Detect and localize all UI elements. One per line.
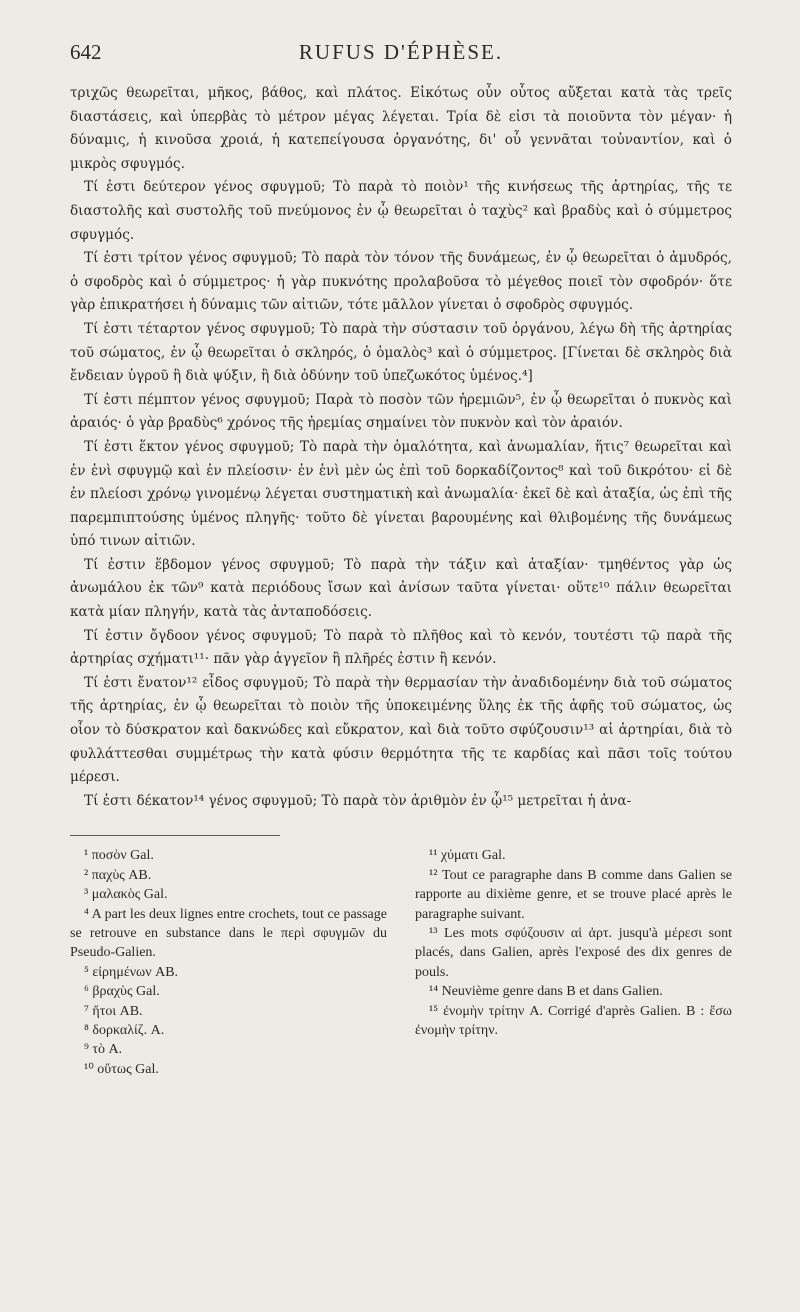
footnotes: [70, 846, 732, 1079]
footnote: ² παχὺς AB.: [84, 867, 152, 883]
footnotes-left-column: [70, 846, 401, 1079]
footnote: ⁷ ἤτοι AB.: [84, 1003, 143, 1019]
page-header: [70, 40, 732, 76]
footnote: ⁹ τὸ A.: [84, 1042, 123, 1058]
footnote: ⁶ βραχὺς Gal.: [84, 984, 160, 1000]
footnotes-right-column: [401, 846, 732, 1079]
paragraph: τριχῶς θεωρεῖται, μῆκος, βάθος, καὶ πλάτος. Εἰκότως οὖν οὗτος αὔξεται κατὰ τὰς τρεῖς διαστάσεις, καὶ ὑπερβὰς τὸ μέτρον μέγας λέγεται. Τρία δὲ εἰσι τὰ ποιοῦντα τὸν μέγαν· ἡ δύναμις, ἡ κινοῦσα χροιά, ἡ κατεπείγουσα ὀργανότης, δι' οὗ γεννᾶται τοὐναντίον, καὶ ὁ μικρὸς σφυγμός.: [70, 85, 732, 172]
paragraph: Τί ἐστι τέταρτον γένος σφυγμοῦ; Τὸ παρὰ τὴν σύστασιν τοῦ ὀργάνου, λέγω δὴ τῆς ἀρτηρίας τοῦ σώματος, ἐν ᾧ θεωρεῖται ὁ σκληρός, ὁ ὁμαλὸς³ καὶ ὁ σύμμετρος. [Γίνεται δὲ σκληρὸς διὰ ἔνδειαν ὑγροῦ ἢ διὰ ψύξιν, ἢ διὰ ὀδύνην τοῦ ὑπεζωκότος ὑμένος.⁴]: [70, 320, 732, 385]
paragraph: Τί ἐστι ἔνατον¹² εἶδος σφυγμοῦ; Τὸ παρὰ τὴν θερμασίαν τὴν ἀναδιδομένην διὰ τοῦ σώματος τῆς ἀρτηρίας, ἐν ᾧ θεωρεῖται τὸ ποιὸν τῆς ὑποκειμένης ὕλης ἐκ τῆς ἀφῆς τοῦ σώματος, ὡς οἷον τὸ δύσκρατον καὶ δακνώδες καὶ εὔκρατον, καὶ διὰ τοῦτο σφύζουσιν¹³ αἱ ἀρτηρίαι, διὰ τὸ φυλλάττεσθαι συμμέτρως τὴν κατὰ φύσιν θερμότητα τῆς τε καρδίας καὶ πᾶσι τοῖς τούτου μέρεσι.: [70, 674, 732, 786]
page-number: 642: [70, 40, 102, 64]
footnote: ¹⁰ οὕτως Gal.: [84, 1061, 159, 1077]
paragraph: Τί ἐστι τρίτον γένος σφυγμοῦ; Τὸ παρὰ τὸν τόνον τῆς δυνάμεως, ἐν ᾧ θεωρεῖται ὁ ἀμυδρός, ὁ σφοδρὸς καὶ ὁ σύμμετρος· ἡ γὰρ πυκνότης προλαβοῦσα τὸ μέγεθος ποιεῖ τὸν σφοδρόν· ὅτε γὰρ ἐπικρατήσει ἡ δύναμις τῶν αἰτιῶν, τότε μᾶλλον γίνεται ὁ σφοδρὸς σφυγμός.: [70, 250, 732, 314]
paragraph: Τί ἐστιν ἕβδομον γένος σφυγμοῦ; Τὸ παρὰ τὴν τάξιν καὶ ἀταξίαν· τμηθέντος γὰρ ὡς ἀνωμάλου ἐκ τῶν⁹ κατὰ περιόδους ἴσων καὶ ἀνίσων ταῦτα γίνεται· οὕτε¹⁰ πάλιν θεωρεῖται κατὰ μίαν πληγήν, κατὰ τὰς ἀνταποδόσεις.: [70, 556, 732, 621]
paragraph: Τί ἐστιν ὄγδοον γένος σφυγμοῦ; Τὸ παρὰ τὸ πλῆθος καὶ τὸ κενόν, τουτέστι τῷ παρὰ τῆς ἀρτηρίας σχήματι¹¹· πᾶν γὰρ ἀγγεῖον ἢ πλῆρές ἐστιν ἢ κενόν.: [70, 627, 732, 668]
footnote: ¹ ποσὸν Gal.: [84, 848, 154, 864]
footnote: ³ μαλακὸς Gal.: [84, 887, 168, 903]
paragraph: Τί ἐστι ἕκτον γένος σφυγμοῦ; Τὸ παρὰ τὴν ὁμαλότητα, καὶ ἀνωμαλίαν, ἥτις⁷ θεωρεῖται καὶ ἐν ἑνὶ σφυγμῷ καὶ ἐν πλείοσιν· ἐν ἑνὶ μὲν ὡς ἐπὶ τοῦ δορκαδίζοντος⁸ καὶ τοῦ δικρότου· εἰ δὲ ἐν πλείοσι χρόνῳ γινομένῳ λέγεται συστηματικὴ καὶ ἀνωμαλία· ἐκεῖ δὲ καὶ ἀταξία, ὡς ἐπὶ τῆς παρεμπιπτούσης ὑμένος πληγῆς· τοῦτο δὲ γίνεται βαρουμένης καὶ θλιβομένης τῆς δυνάμεως ὑπό τινων αἰτιῶν.: [70, 438, 732, 550]
paragraph: Τί ἐστι δεύτερον γένος σφυγμοῦ; Τὸ παρὰ τὸ ποιὸν¹ τῆς κινήσεως τῆς ἀρτηρίας, τῆς τε διαστολῆς καὶ συστολῆς τοῦ πνεύμονος ἐν ᾧ θεωρεῖται ὁ ταχὺς² καὶ βραδὺς καὶ ὁ σύμμετρος σφυγμός.: [70, 179, 732, 243]
footnote: ¹¹ χύματι Gal.: [429, 848, 506, 864]
footnote: ⁴ A part les deux lignes entre crochets, tout ce passage se retrouve en substance dans le περὶ σφυγμῶν du Pseudo-Galien.: [70, 906, 387, 961]
footnote-separator: [70, 835, 280, 836]
footnote: ⁵ εἰρημένων AB.: [84, 964, 179, 980]
paragraph: Τί ἐστι πέμπτον γένος σφυγμοῦ; Παρὰ τὸ ποσὸν τῶν ἠρεμιῶν⁵, ἐν ᾧ θεωρεῖται ὁ πυκνὸς καὶ ἀραιός· ὁ γὰρ βραδὺς⁶ χρόνος τῆς ἠρεμίας σημαίνει τὸν πυκνὸν καὶ τὸν ἀραιόν.: [70, 391, 732, 432]
footnote: ¹² Tout ce paragraphe dans B comme dans Galien se rapporte au dixième genre, et se trouve placé après le paragraphe suivant.: [415, 867, 732, 922]
main-text: [70, 82, 732, 813]
paragraph: Τί ἐστι δέκατον¹⁴ γένος σφυγμοῦ; Τὸ παρὰ τὸν ἀριθμὸν ἐν ᾧ¹⁵ μετρεῖται ἡ ἀνα-: [84, 792, 632, 809]
footnote: ⁸ δορκαλίζ. A.: [84, 1023, 165, 1039]
footnote: ¹⁵ ἐνομὴν τρίτην A. Corrigé d'après Galien. B : ἔσω ἐνομὴν τρίτην.: [415, 1003, 732, 1039]
footnote: ¹³ Les mots σφύζουσιν αἱ ἀρτ. jusqu'à μέρεσι sont placés, dans Galien, après l'exposé des dix genres de pouls.: [415, 926, 732, 980]
footnote: ¹⁴ Neuvième genre dans B et dans Galien.: [429, 984, 663, 1000]
running-title: RUFUS D'ÉPHÈSE.: [298, 40, 504, 64]
